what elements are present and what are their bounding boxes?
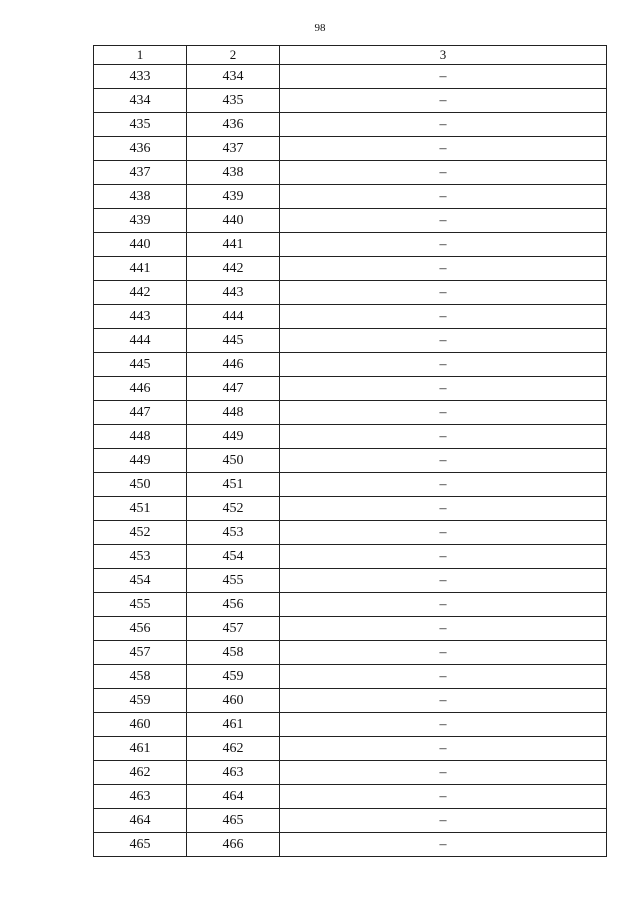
table-cell-col-2: 436 — [187, 113, 280, 137]
table-cell-col-1: 436 — [94, 137, 187, 161]
table-cell-col-1: 447 — [94, 401, 187, 425]
table-row — [94, 257, 607, 281]
table-row — [94, 617, 607, 641]
table-cell-col-2: 447 — [187, 377, 280, 401]
table-cell-col-2: 463 — [187, 761, 280, 785]
table-cell-col-2: 460 — [187, 689, 280, 713]
table-row — [94, 593, 607, 617]
table-row — [94, 89, 607, 113]
table-cell-col-3: – — [280, 785, 607, 809]
table-cell-col-2: 439 — [187, 185, 280, 209]
table-cell-col-3: – — [280, 377, 607, 401]
table-row — [94, 713, 607, 737]
table-cell-col-2: 448 — [187, 401, 280, 425]
table-cell-col-2: 456 — [187, 593, 280, 617]
table-cell-col-1: 440 — [94, 233, 187, 257]
table-cell-col-1: 445 — [94, 353, 187, 377]
table-cell-col-1: 444 — [94, 329, 187, 353]
table-cell-col-3: – — [280, 329, 607, 353]
table-cell-col-2: 466 — [187, 833, 280, 857]
table-cell-col-3: – — [280, 305, 607, 329]
table-row — [94, 785, 607, 809]
table-cell-col-3: – — [280, 161, 607, 185]
table-cell-col-1: 443 — [94, 305, 187, 329]
table-row — [94, 833, 607, 857]
table-cell-col-3: – — [280, 809, 607, 833]
table-cell-col-3: – — [280, 281, 607, 305]
table-cell-col-3: – — [280, 89, 607, 113]
table-cell-col-1: 462 — [94, 761, 187, 785]
table-cell-col-3: – — [280, 761, 607, 785]
table-cell-col-2: 449 — [187, 425, 280, 449]
table-cell-col-3: – — [280, 449, 607, 473]
page-number: 98 — [314, 22, 326, 34]
table-cell-col-3: – — [280, 425, 607, 449]
table-cell-col-3: – — [280, 257, 607, 281]
table-row — [94, 233, 607, 257]
table-cell-col-3: – — [280, 665, 607, 689]
table-row — [94, 545, 607, 569]
table-cell-col-2: 451 — [187, 473, 280, 497]
table-cell-col-2: 465 — [187, 809, 280, 833]
table-cell-col-3: – — [280, 401, 607, 425]
table-row — [94, 209, 607, 233]
table-cell-col-3: – — [280, 113, 607, 137]
table-cell-col-3: – — [280, 233, 607, 257]
table-row — [94, 425, 607, 449]
table-cell-col-2: 446 — [187, 353, 280, 377]
table-cell-col-3: – — [280, 185, 607, 209]
table-cell-col-3: – — [280, 737, 607, 761]
table-cell-col-2: 441 — [187, 233, 280, 257]
table-cell-col-2: 457 — [187, 617, 280, 641]
table-cell-col-1: 439 — [94, 209, 187, 233]
table-cell-col-2: 450 — [187, 449, 280, 473]
table-cell-col-3: – — [280, 713, 607, 737]
table-row — [94, 761, 607, 785]
table-row — [94, 329, 607, 353]
table-cell-col-1: 446 — [94, 377, 187, 401]
table-cell-col-1: 455 — [94, 593, 187, 617]
table-cell-col-3: – — [280, 521, 607, 545]
table-cell-col-2: 464 — [187, 785, 280, 809]
table-row — [94, 641, 607, 665]
table-cell-col-1: 461 — [94, 737, 187, 761]
table-cell-col-1: 449 — [94, 449, 187, 473]
table-cell-col-2: 444 — [187, 305, 280, 329]
table-cell-col-1: 459 — [94, 689, 187, 713]
table-cell-col-2: 459 — [187, 665, 280, 689]
table-cell-col-2: 455 — [187, 569, 280, 593]
table-cell-col-3: – — [280, 209, 607, 233]
table-cell-col-1: 435 — [94, 113, 187, 137]
table-cell-col-2: 438 — [187, 161, 280, 185]
table-cell-col-3: – — [280, 617, 607, 641]
table-cell-col-1: 453 — [94, 545, 187, 569]
table-cell-col-2: 452 — [187, 497, 280, 521]
table-row — [94, 113, 607, 137]
table-cell-col-1: 463 — [94, 785, 187, 809]
table-cell-col-3: – — [280, 497, 607, 521]
column-header-2: 2 — [187, 46, 280, 65]
table-cell-col-3: – — [280, 593, 607, 617]
table-cell-col-1: 457 — [94, 641, 187, 665]
table-cell-col-1: 464 — [94, 809, 187, 833]
header-row — [94, 46, 607, 65]
table-cell-col-1: 437 — [94, 161, 187, 185]
table-cell-col-1: 442 — [94, 281, 187, 305]
column-header-3: 3 — [280, 46, 607, 65]
table-cell-col-1: 454 — [94, 569, 187, 593]
table-cell-col-1: 458 — [94, 665, 187, 689]
table-cell-col-2: 454 — [187, 545, 280, 569]
table-body — [94, 65, 607, 857]
table-cell-col-2: 442 — [187, 257, 280, 281]
table-row — [94, 377, 607, 401]
table-cell-col-1: 460 — [94, 713, 187, 737]
table-cell-col-3: – — [280, 137, 607, 161]
table-row — [94, 401, 607, 425]
table-row — [94, 665, 607, 689]
table-header — [94, 46, 607, 65]
table-cell-col-2: 443 — [187, 281, 280, 305]
table-row — [94, 161, 607, 185]
table-row — [94, 281, 607, 305]
table-row — [94, 65, 607, 89]
table-cell-col-2: 440 — [187, 209, 280, 233]
table-row — [94, 473, 607, 497]
table-cell-col-2: 434 — [187, 65, 280, 89]
table-cell-col-1: 456 — [94, 617, 187, 641]
table-cell-col-1: 433 — [94, 65, 187, 89]
table-row — [94, 809, 607, 833]
table-cell-col-3: – — [280, 641, 607, 665]
table-cell-col-1: 465 — [94, 833, 187, 857]
table-cell-col-2: 437 — [187, 137, 280, 161]
table-cell-col-1: 434 — [94, 89, 187, 113]
table-cell-col-1: 441 — [94, 257, 187, 281]
table-row — [94, 305, 607, 329]
table-row — [94, 353, 607, 377]
table-row — [94, 521, 607, 545]
table-cell-col-2: 445 — [187, 329, 280, 353]
table-cell-col-1: 452 — [94, 521, 187, 545]
table-cell-col-3: – — [280, 569, 607, 593]
table-row — [94, 185, 607, 209]
table-cell-col-2: 462 — [187, 737, 280, 761]
table-row — [94, 137, 607, 161]
table-cell-col-1: 451 — [94, 497, 187, 521]
table-cell-col-3: – — [280, 65, 607, 89]
column-header-1: 1 — [94, 46, 187, 65]
table-cell-col-3: – — [280, 545, 607, 569]
table-row — [94, 689, 607, 713]
table-row — [94, 569, 607, 593]
table-cell-col-1: 448 — [94, 425, 187, 449]
table-cell-col-3: – — [280, 353, 607, 377]
table-row — [94, 737, 607, 761]
table-cell-col-2: 435 — [187, 89, 280, 113]
table-cell-col-1: 438 — [94, 185, 187, 209]
table-row — [94, 497, 607, 521]
table-cell-col-1: 450 — [94, 473, 187, 497]
table-cell-col-2: 453 — [187, 521, 280, 545]
table-cell-col-3: – — [280, 833, 607, 857]
table-cell-col-3: – — [280, 473, 607, 497]
data-table — [93, 45, 607, 857]
table-row — [94, 449, 607, 473]
table-cell-col-2: 461 — [187, 713, 280, 737]
table-cell-col-3: – — [280, 689, 607, 713]
table-cell-col-2: 458 — [187, 641, 280, 665]
